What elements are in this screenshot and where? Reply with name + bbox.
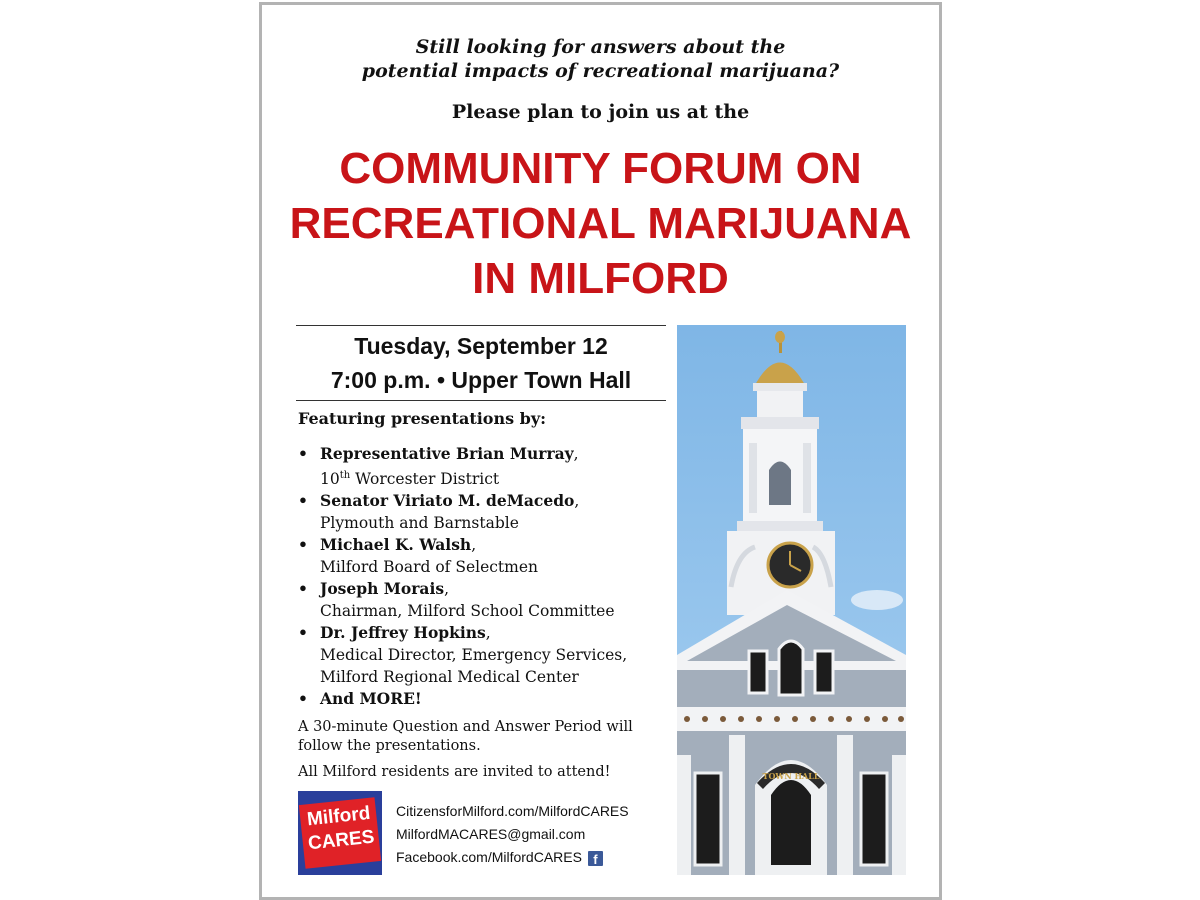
facebook-icon[interactable]: f <box>588 851 603 866</box>
date-time-box <box>296 325 666 401</box>
pilaster <box>837 735 853 875</box>
forum-title <box>262 141 939 306</box>
presenter-role: Milford Board of Selectmen <box>320 558 539 577</box>
cornice <box>741 417 819 429</box>
presenter-role: Plymouth and Barnstable <box>320 514 519 533</box>
event-time-place: 7:00 p.m. • Upper Town Hall <box>330 367 632 393</box>
presenter-role: Milford Regional Medical Center <box>320 668 579 687</box>
logo-line: CARES <box>307 826 376 855</box>
presenter-name: Senator Viriato M. deMacedo <box>320 491 575 511</box>
cloud <box>851 590 903 610</box>
event-date: Tuesday, September 12 <box>354 333 608 359</box>
arched-door-window <box>771 780 811 865</box>
window <box>861 773 887 865</box>
bullet: • <box>298 491 308 511</box>
contact-info <box>396 800 629 869</box>
intro-line: potential impacts of recreational marijuana? <box>361 60 840 82</box>
upper-drum <box>757 391 803 417</box>
bullet: • <box>298 579 308 599</box>
presenter-item: • Joseph Morais, Chairman, Milford School Committee <box>298 578 678 622</box>
presenter-name: Joseph Morais <box>320 579 445 599</box>
logo-text <box>298 801 382 858</box>
belfry-arch <box>769 462 791 506</box>
milford-cares-logo <box>298 791 382 875</box>
presenter-item: • Michael K. Walsh, Milford Board of Selectmen <box>298 534 678 578</box>
presenter-item: • Senator Viriato M. deMacedo, Plymouth and Barnstable <box>298 490 678 534</box>
finial-ornament <box>775 331 785 343</box>
balustrade <box>737 521 823 531</box>
presenter-name: And MORE! <box>320 689 422 709</box>
column <box>749 443 757 513</box>
invitation-note: All Milford residents are invited to attend! <box>298 764 611 780</box>
town-hall-illustration <box>677 325 906 875</box>
pilaster <box>677 755 691 875</box>
facebook-line <box>396 846 629 869</box>
presenter-name: Representative Brian Murray <box>320 444 574 463</box>
window <box>695 773 721 865</box>
presenter-item: • Dr. Jeffrey Hopkins, Medical Director, Emergency Services, Milford Regional Medical Center <box>298 622 678 688</box>
window <box>815 651 833 693</box>
flyer <box>259 2 942 900</box>
presenter-item: • Representative Brian Murray, 10th Worcester District <box>298 443 678 490</box>
title-line: IN MILFORD <box>472 254 729 303</box>
arched-window <box>779 641 803 695</box>
invite-text: Please plan to join us at the <box>451 101 750 123</box>
title-line: COMMUNITY FORUM ON <box>339 144 862 193</box>
presenter-list <box>298 443 678 710</box>
town-hall-photo <box>677 325 906 875</box>
window <box>749 651 767 693</box>
entablature <box>677 707 906 731</box>
intro-question <box>262 35 939 83</box>
website-link[interactable]: CitizensforMilford.com/MilfordCARES <box>396 803 629 819</box>
pilaster <box>892 755 906 875</box>
bullet: • <box>298 689 308 709</box>
logo-line: Milford <box>306 802 372 831</box>
bullet: • <box>298 623 308 643</box>
presenter-role: Medical Director, Emergency Services, <box>320 646 628 665</box>
presenter-name: Michael K. Walsh <box>320 535 472 555</box>
presenter-item <box>298 688 678 710</box>
presenter-name: Dr. Jeffrey Hopkins <box>320 623 486 643</box>
bullet: • <box>298 444 308 463</box>
intro-line: Still looking for answers about the <box>415 36 786 58</box>
presenter-role: 10th Worcester District <box>320 470 500 489</box>
email-link[interactable]: MilfordMACARES@gmail.com <box>396 826 586 842</box>
facebook-link[interactable]: Facebook.com/MilfordCARES <box>396 849 582 865</box>
dome-base <box>753 383 807 391</box>
presenter-role: Chairman, Milford School Committee <box>320 602 615 621</box>
qa-note: A 30-minute Question and Answer Period will follow the presentations. <box>298 719 633 754</box>
town-hall-sign: TOWN HALL <box>762 771 820 781</box>
featuring-label: Featuring presentations by: <box>298 409 547 428</box>
pilaster <box>729 735 745 875</box>
title-line: RECREATIONAL MARIJUANA <box>289 199 912 248</box>
column <box>803 443 811 513</box>
bullet: • <box>298 535 308 555</box>
